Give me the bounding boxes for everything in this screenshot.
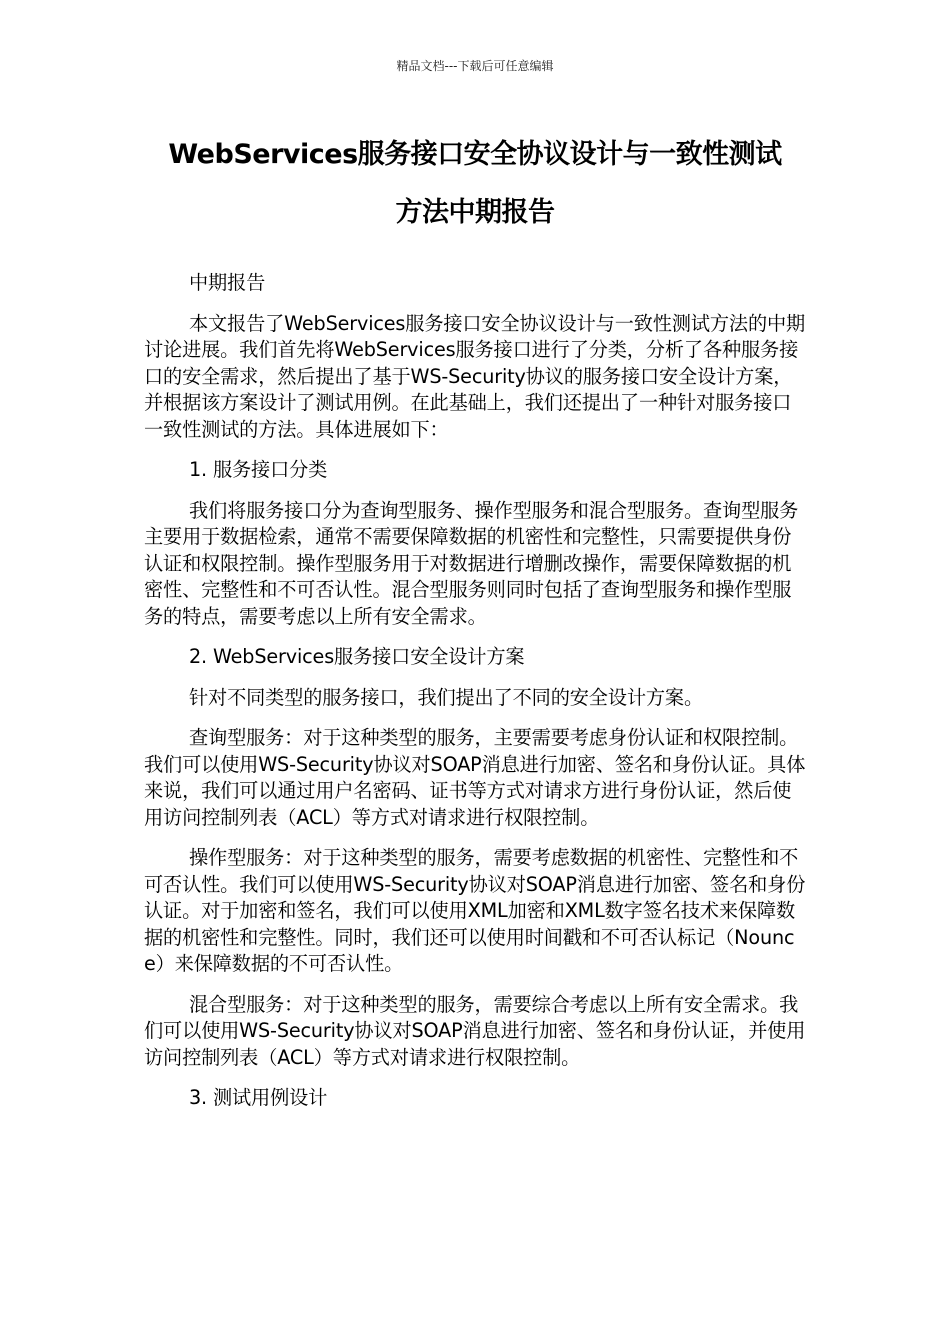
document-title-line-2: 方法中期报告 [395,197,555,228]
paragraph-query-service: 查询型服务：对于这种类型的服务，主要需要考虑身份认证和权限控制。我们可以使用WS-Security协议对SOAP消息进行加密、签名和身份认证。具体来说，我们可以通过用户名密码、证书等方式对请求方进行身份认证，然后使用访问控制列表（ACL）等方式对请求进行权限控制。 [144,726,806,829]
header-note: 精品文档---下载后可任意编辑 [396,59,554,73]
paragraph-hybrid-service: 混合型服务：对于这种类型的服务，需要综合考虑以上所有安全需求。我们可以使用WS-Security协议对SOAP消息进行加密、签名和身份认证，并使用访问控制列表（ACL）等方式对请求进行权限控制。 [144,992,806,1069]
document-body [144,270,808,1126]
paragraph-classification: 我们将服务接口分为查询型服务、操作型服务和混合型服务。查询型服务主要用于数据检索，通常不需要保障数据的机密性和完整性，只需要提供身份认证和权限控制。操作型服务用于对数据进行增删改操作，需要保障数据的机密性、完整性和不可否认性。混合型服务则同时包括了查询型服务和操作型服务的特点，需要考虑以上所有安全需求。 [144,498,799,628]
section-label-interim-report: 中期报告 [189,271,266,294]
paragraph-design-intro: 针对不同类型的服务接口，我们提出了不同的安全设计方案。 [189,685,704,709]
section-heading-interface-classification: 1. 服务接口分类 [189,458,328,481]
section-heading-test-case-design: 3. 测试用例设计 [189,1086,328,1109]
paragraph-operation-service: 操作型服务：对于这种类型的服务，需要考虑数据的机密性、完整性和不可否认性。我们可以使用WS-Security协议对SOAP消息进行加密、签名和身份认证。对于加密和签名，我们可以使用XML加密和XML数字签名技术来保障数据的机密性和完整性。同时，我们还可以使用时间戳和不可否认标记（Nounce）来保障数据的不可否认性。 [144,846,806,975]
document-title-line-1: WebServices服务接口安全协议设计与一致性测试 [168,139,782,170]
section-heading-security-design: 2. WebServices服务接口安全设计方案 [189,645,525,668]
paragraph-intro: 本文报告了WebServices服务接口安全协议设计与一致性测试方法的中期讨论进展。我们首先将WebServices服务接口进行了分类，分析了各种服务接口的安全需求，然后提出了基于WS-Security协议的服务接口安全设计方案，并根据该方案设计了测试用例。在此基础上，我们还提出了一种针对服务接口一致性测试的方法。具体进展如下： [144,311,806,441]
